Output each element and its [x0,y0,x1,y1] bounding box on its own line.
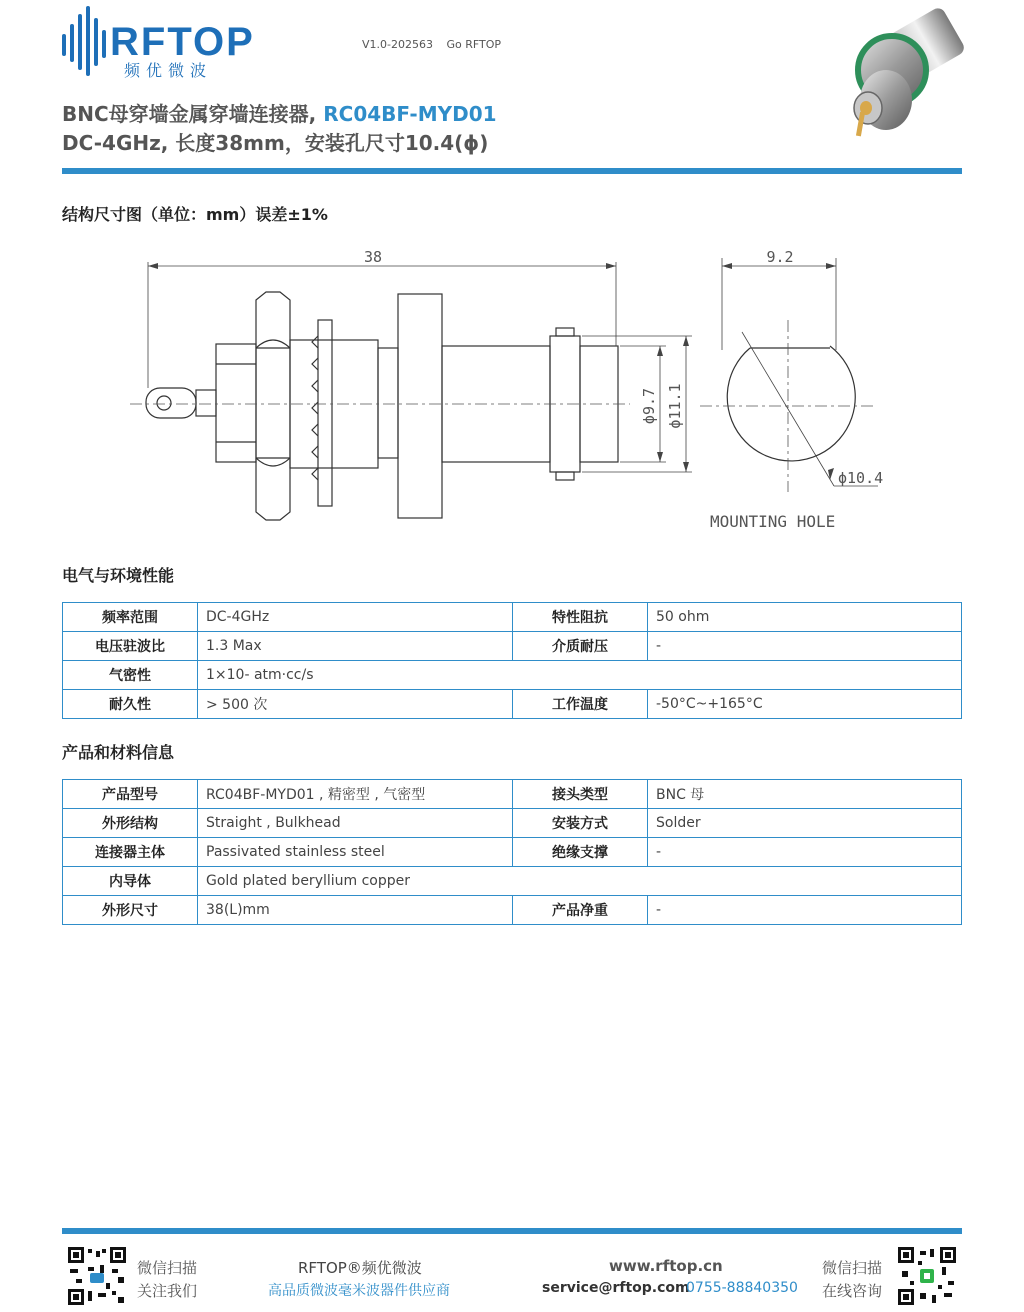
part-number: RC04BF-MYD01 [323,102,497,126]
spec-label: 安装方式 [513,809,648,838]
spec-value: - [648,838,962,867]
page-title [62,98,497,127]
footer-email-link[interactable]: service@rftop.com [542,1280,690,1296]
footer-website-link[interactable]: www.rftop.cn [609,1257,723,1275]
footer-brand: RFTOP®频优微波 [298,1259,422,1277]
footer-phone[interactable]: 0755-88840350 [686,1280,798,1296]
spec-value: - [648,896,962,925]
spec-label: 外形结构 [63,809,198,838]
version-text: V1.0-202563 [362,38,433,51]
drawing-heading: 结构尺寸图（单位：mm）误差±1% [62,205,328,224]
spec-label: 内导体 [63,867,198,896]
table-row [63,690,962,719]
spec-label: 电压驻波比 [63,632,198,661]
wechat-consult-qr-icon[interactable] [898,1247,956,1305]
dim-hole-label: ϕ10.4 [838,469,884,487]
spec-label: 连接器主体 [63,838,198,867]
spec-label: 耐久性 [63,690,198,719]
tagline-text: Go RFTOP [446,38,502,51]
product-photo [826,4,970,148]
table-row [63,603,962,632]
spec-value: 38(L)mm [198,896,513,925]
spec-value: DC-4GHz [198,603,513,632]
dimension-drawing [130,240,890,540]
spec-label: 介质耐压 [513,632,648,661]
spec-value: -50°C~+165°C [648,690,962,719]
spec-value: 50 ohm [648,603,962,632]
footer-slogan: 高品质微波毫米波器件供应商 [268,1283,450,1299]
dim-length-label: 38 [363,248,383,266]
footer-follow-line1: 微信扫描 [137,1259,198,1277]
title-prefix: BNC母穿墙金属穿墙连接器, [62,102,324,126]
material-heading: 产品和材料信息 [62,743,175,762]
spec-value: BNC 母 [648,780,962,809]
version-line [362,38,511,51]
spec-label: 绝缘支撑 [513,838,648,867]
dim-flat-label: 9.2 [766,248,794,266]
spec-value: - [648,632,962,661]
spec-label: 气密性 [63,661,198,690]
spec-label: 产品净重 [513,896,648,925]
spec-value: Passivated stainless steel [198,838,513,867]
material-table [62,779,962,925]
brand-name-cn: 频优微波 [124,61,213,80]
footer-consult-line1: 微信扫描 [822,1259,883,1277]
spec-value: Solder [648,809,962,838]
spec-label: 接头类型 [513,780,648,809]
brand-name: RFTOP [110,20,255,64]
spec-value: > 500 次 [198,690,513,719]
spec-label: 产品型号 [63,780,198,809]
table-row [63,867,962,896]
spec-label: 特性阻抗 [513,603,648,632]
table-row [63,896,962,925]
table-row [63,632,962,661]
dim-d1-label: ϕ9.7 [640,387,658,425]
header-divider [62,168,962,174]
spec-label: 工作温度 [513,690,648,719]
footer-divider [62,1228,962,1234]
footer-consult-line2: 在线咨询 [822,1282,883,1300]
electrical-table [62,602,962,719]
wechat-follow-qr-icon[interactable] [68,1247,126,1305]
table-row [63,809,962,838]
dim-d2-label: ϕ11.1 [666,383,684,429]
spec-label: 频率范围 [63,603,198,632]
mounting-hole-label: MOUNTING HOLE [710,512,836,531]
table-row [63,838,962,867]
spec-value: Straight , Bulkhead [198,809,513,838]
spec-label: 外形尺寸 [63,896,198,925]
spec-value: 1×10- atm·cc/s [198,661,962,690]
page-subtitle: DC-4GHz, 长度38mm，安装孔尺寸10.4(ϕ) [62,131,489,155]
footer-follow-line2: 关注我们 [137,1282,198,1300]
spec-value: RC04BF-MYD01 , 精密型 , 气密型 [198,780,513,809]
electrical-heading: 电气与环境性能 [62,566,175,585]
spec-value: 1.3 Max [198,632,513,661]
spec-value: Gold plated beryllium copper [198,867,962,896]
table-row [63,780,962,809]
brand-logo [62,6,272,80]
table-row [63,661,962,690]
